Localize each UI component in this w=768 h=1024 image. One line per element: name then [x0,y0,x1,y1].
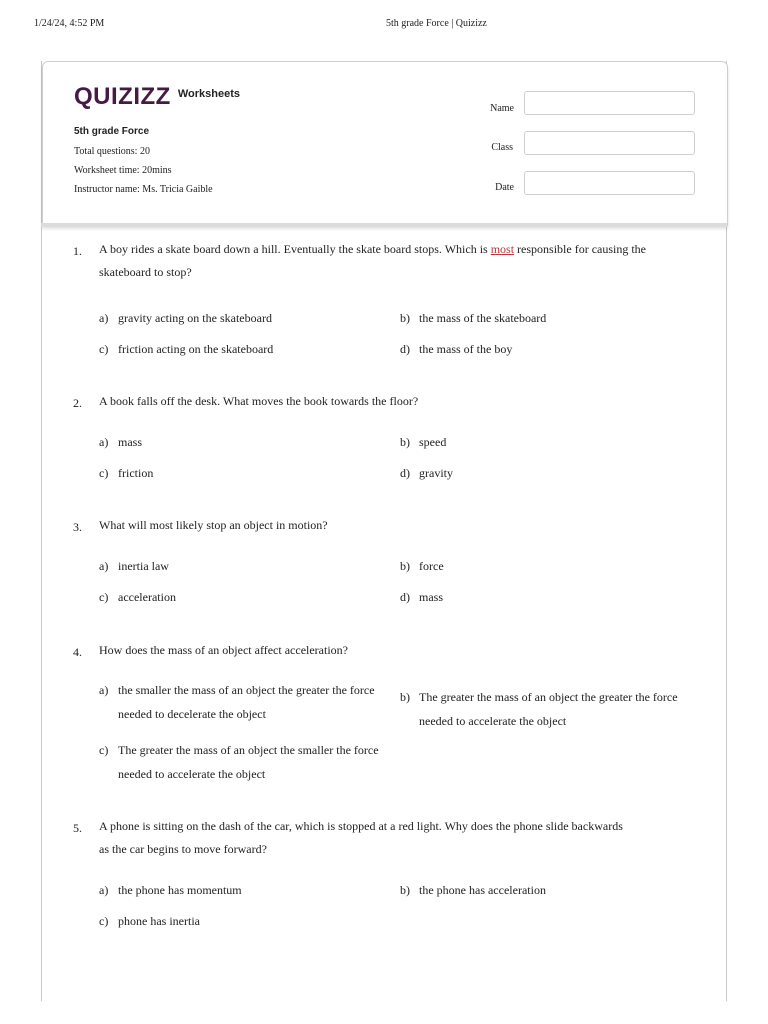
option-letter: a) [99,683,109,697]
option-text: acceleration [118,590,176,604]
q4-option-b[interactable] [400,685,684,733]
q2-option-a[interactable] [99,430,142,454]
option-text: gravity [419,466,453,480]
date-field[interactable] [524,171,695,195]
question-number: 2. [73,396,82,410]
option-text: speed [419,435,447,449]
total-questions: Total questions: 20 [74,146,150,157]
option-text: The greater the mass of an object the smaller the force needed to accelerate the object [118,743,379,781]
option-text: The greater the mass of an object the greater the force needed to accelerate the object [419,690,678,728]
q1-option-c[interactable] [99,337,273,361]
option-text: gravity acting on the skateboard [118,311,272,325]
option-letter: b) [400,559,410,573]
quizizz-logo [74,84,240,110]
question-text-part: responsible for causing the skateboard to stop? [99,242,647,279]
worksheet-time: Worksheet time: 20mins [74,165,172,176]
name-label: Name [490,103,514,114]
q5-option-b[interactable] [400,878,546,902]
option-letter: a) [99,559,109,573]
option-text: the phone has acceleration [419,883,546,897]
option-text: the smaller the mass of an object the greater the force needed to decelerate the object [118,683,375,721]
print-date: 1/24/24, 4:52 PM [34,18,105,29]
print-header [0,18,768,32]
option-text: phone has inertia [118,914,200,928]
option-letter: a) [99,435,109,449]
option-letter: c) [99,914,109,928]
q5-option-a[interactable] [99,878,242,902]
option-text: force [419,559,444,573]
q2-option-d[interactable] [400,461,453,485]
logo-subtitle: Worksheets [177,88,240,100]
logo-wordmark: QUIZIZZ [74,83,171,110]
option-letter: c) [99,466,109,480]
print-title: 5th grade Force | Quizizz [386,18,487,29]
q2-option-c[interactable] [99,461,153,485]
option-text: friction [118,466,154,480]
class-field[interactable] [524,131,695,155]
q4-option-a[interactable] [99,678,379,726]
option-letter: d) [400,342,410,356]
question-text [99,238,679,284]
date-label: Date [495,182,514,193]
question-number: 4. [73,645,82,659]
option-letter: d) [400,466,410,480]
option-text: the mass of the skateboard [419,311,547,325]
option-text: the phone has momentum [118,883,242,897]
q5-option-c[interactable] [99,909,200,933]
question-number: 3. [73,520,82,534]
q1-option-b[interactable] [400,306,546,330]
q3-option-c[interactable] [99,585,176,609]
option-letter: b) [400,883,410,897]
option-letter: b) [400,435,410,449]
instructor-name: Instructor name: Ms. Tricia Gaible [74,184,213,195]
worksheet-header-card [42,61,728,226]
option-letter: a) [99,311,109,325]
option-text: inertia law [118,559,169,573]
class-label: Class [491,142,513,153]
question-text-part: A boy rides a skate board down a hill. Eventually the skate board stops. Which is [99,242,491,256]
question-number: 5. [73,821,82,835]
option-letter: b) [400,311,410,325]
highlighted-word: most [490,242,515,256]
q3-option-b[interactable] [400,554,444,578]
option-text: mass [419,590,443,604]
question-text: A phone is sitting on the dash of the car, which is stopped at a red light. Why does the phone slide backwards as the car begins to move forward? [99,819,623,856]
option-letter: c) [99,743,109,757]
option-text: the mass of the boy [419,342,513,356]
q3-option-a[interactable] [99,554,169,578]
option-letter: a) [99,883,109,897]
worksheet [41,61,727,1001]
option-letter: d) [400,590,410,604]
worksheet-title: 5th grade Force [74,126,150,137]
q2-option-b[interactable] [400,430,446,454]
option-text: friction acting on the skateboard [118,342,274,356]
q3-option-d[interactable] [400,585,443,609]
option-text: mass [118,435,142,449]
question-text: A book falls off the desk. What moves the book towards the floor? [99,394,419,408]
question-text: How does the mass of an object affect acceleration? [99,643,348,657]
option-letter: c) [99,590,109,604]
name-field[interactable] [524,91,695,115]
question-number: 1. [73,244,82,258]
q1-option-a[interactable] [99,306,272,330]
header-divider [41,223,727,227]
q1-option-d[interactable] [400,337,512,361]
q4-option-c[interactable] [99,738,379,786]
option-letter: c) [99,342,109,356]
option-letter: b) [400,690,410,704]
question-text: What will most likely stop an object in motion? [99,518,328,532]
